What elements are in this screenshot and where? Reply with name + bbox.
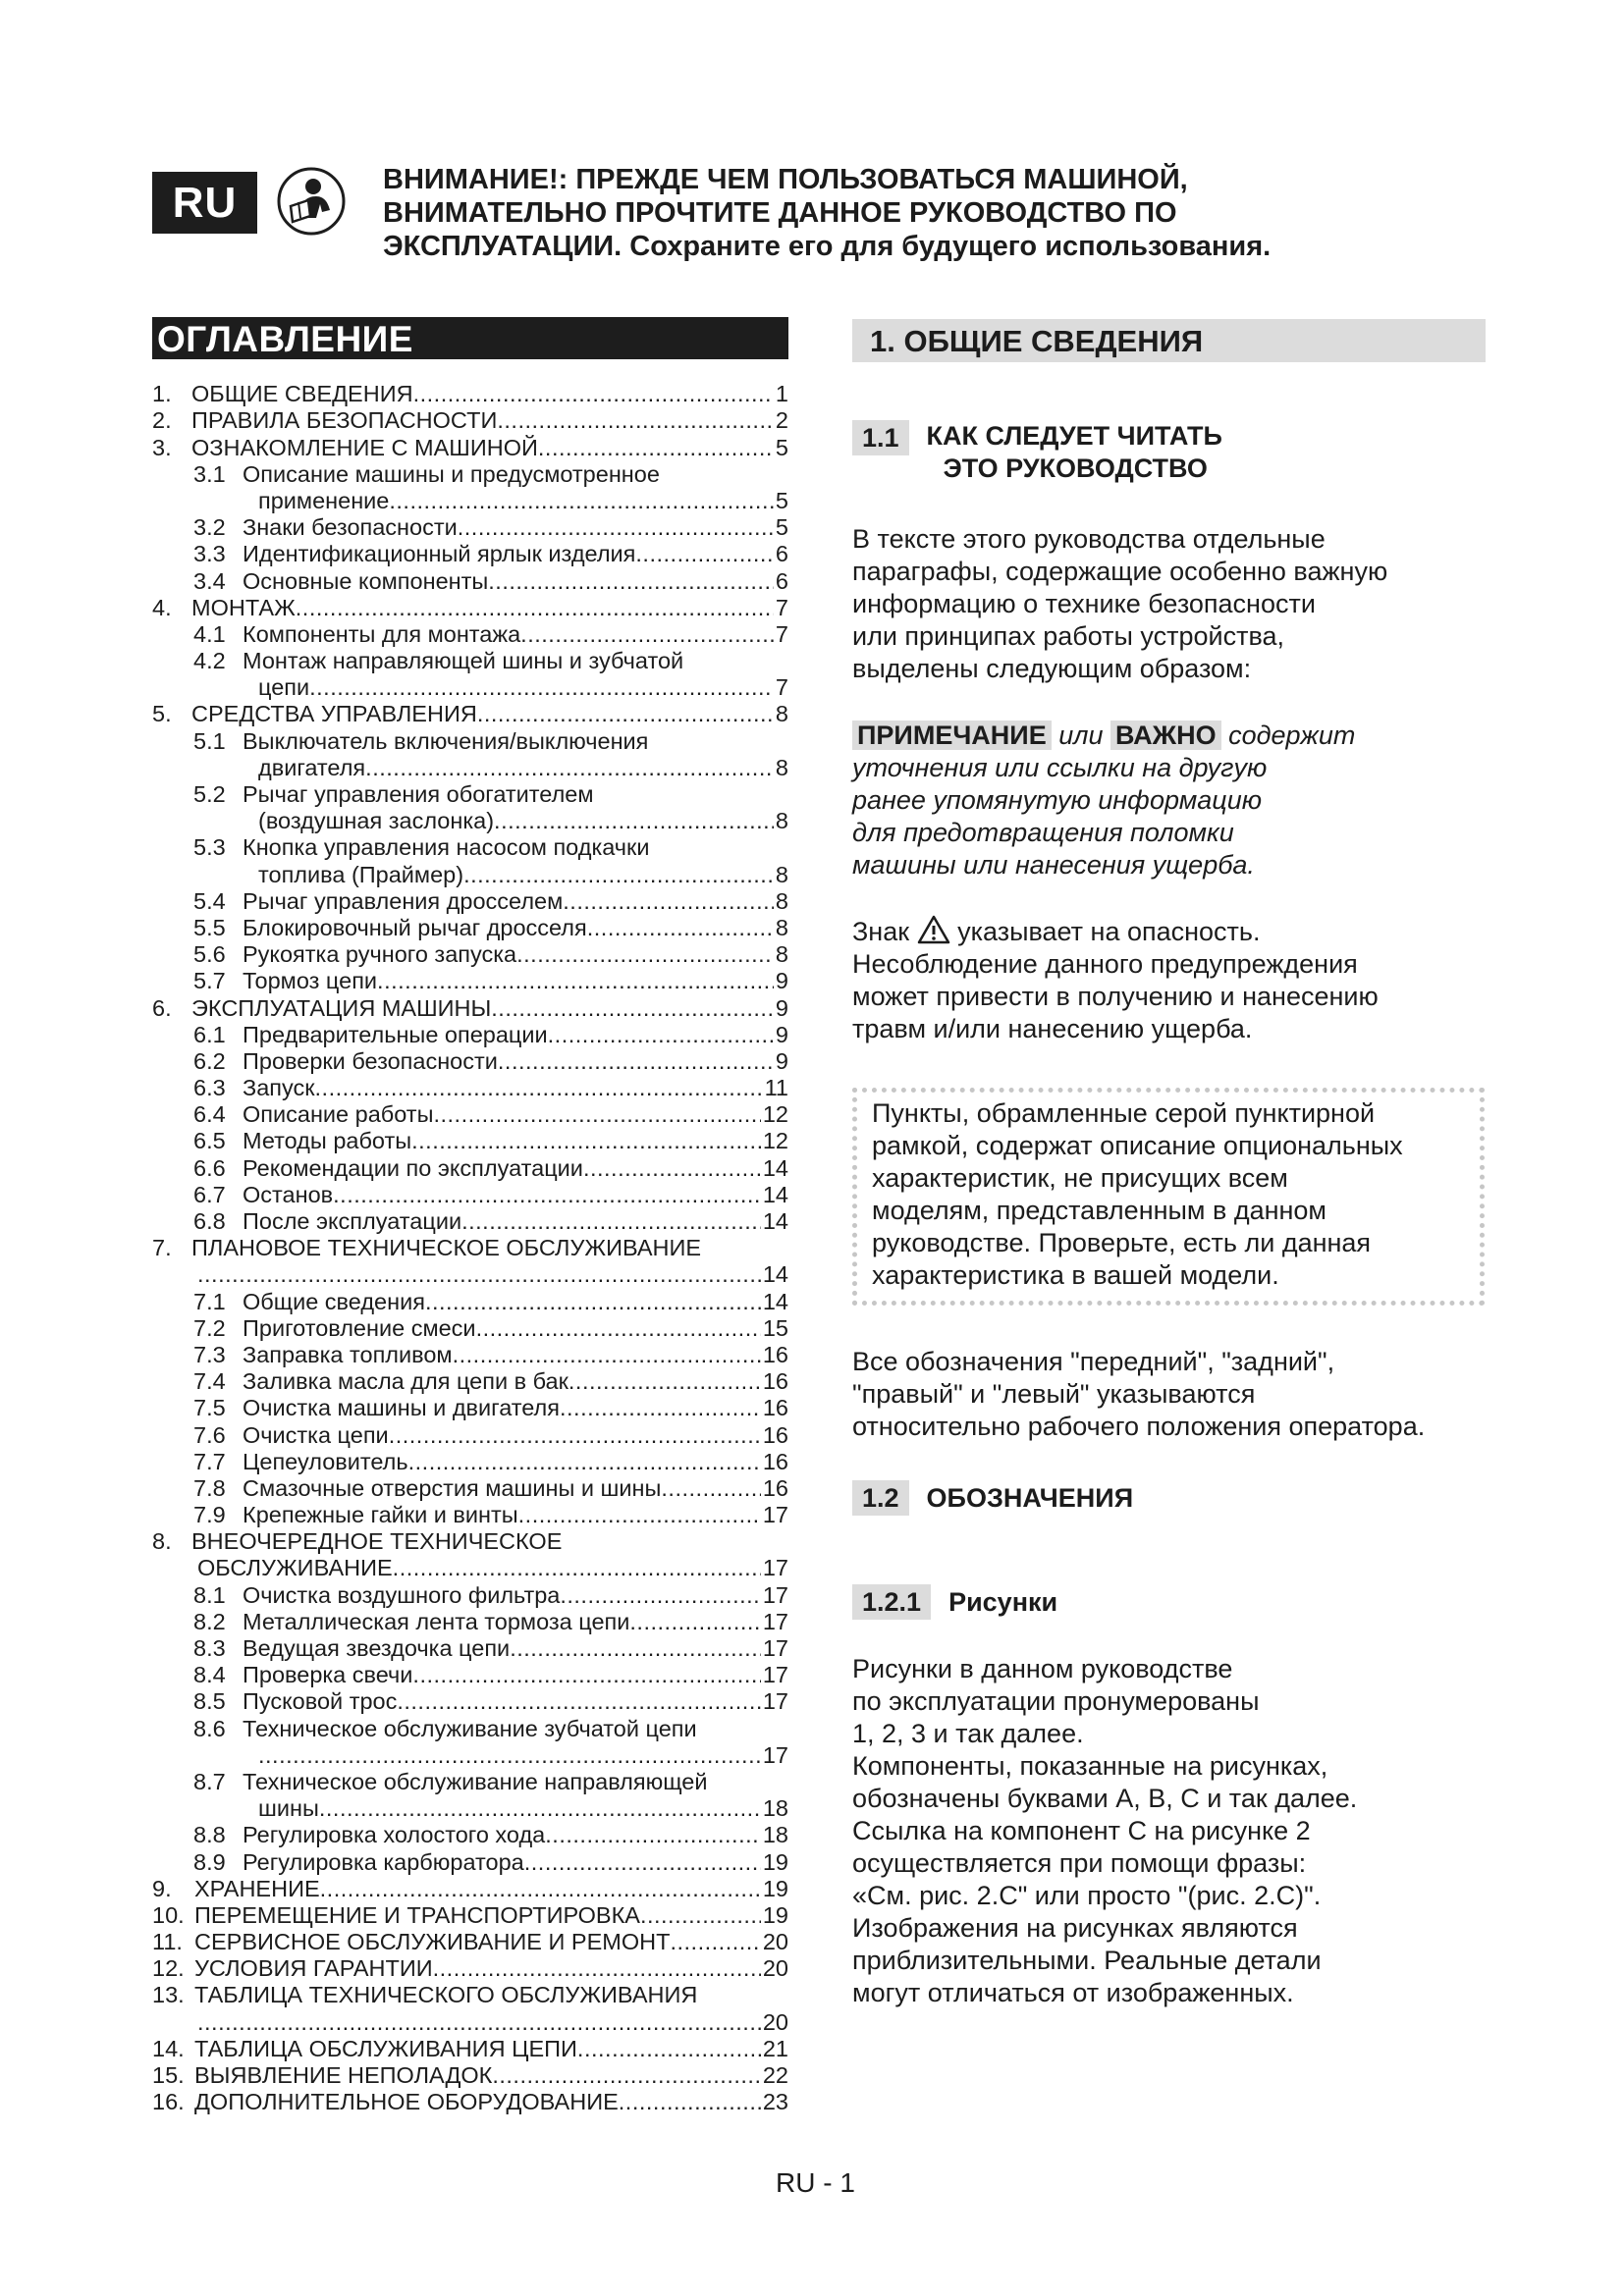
toc-entry[interactable]: 5.3 Кнопка управления насосом подкачки xyxy=(193,834,650,861)
toc-entry[interactable]: 6. ЭКСПЛУАТАЦИЯ МАШИНЫ ..... 9 xyxy=(152,994,788,1021)
read-manual-icon xyxy=(277,167,346,236)
toc-entry[interactable]: 11. СЕРВИСНОЕ ОБСЛУЖИВАНИЕ И РЕМОНТ ..... 20 xyxy=(152,1929,788,1955)
language-badge: RU xyxy=(152,172,257,234)
toc-entry[interactable]: 7.3 Заправка топливом ..... 16 xyxy=(152,1342,788,1368)
toc-entry[interactable]: 8.1 Очистка воздушного фильтра ..... 17 xyxy=(152,1581,788,1608)
text-line: осуществляется при помощи фразы: xyxy=(852,1848,1307,1878)
warning-line: ВНИМАТЕЛЬНО ПРОЧТИТЕ ДАННОЕ РУКОВОДСТВО ПО xyxy=(383,197,1177,229)
subsection-title: Рисунки xyxy=(948,1587,1058,1617)
important-tag: ВАЖНО xyxy=(1110,721,1221,750)
text-line: могут отличаться от изображенных. xyxy=(852,1978,1294,2007)
toc-entry[interactable]: 7.6 Очистка цепи ..... 16 xyxy=(152,1421,788,1448)
toc-entry[interactable]: 5.5 Блокировочный рычаг дросселя ..... 8 xyxy=(152,915,788,941)
toc-entry-continuation[interactable]: (воздушная заслонка) ..... 8 xyxy=(152,808,788,834)
toc-entry[interactable]: 6.6 Рекомендации по эксплуатации ..... 14 xyxy=(152,1154,788,1181)
toc-entry[interactable]: 7.8 Смазочные отверстия машины и шины ..... 16 xyxy=(152,1475,788,1502)
toc-entry[interactable]: 7.4 Заливка масла для цепи в бак ..... 16 xyxy=(152,1368,788,1395)
toc-entry[interactable]: 9. ХРАНЕНИЕ ..... 19 xyxy=(152,1876,788,1902)
toc-entry[interactable]: 8.3 Ведущая звездочка цепи ..... 17 xyxy=(152,1635,788,1662)
page-number: RU - 1 xyxy=(776,2167,855,2198)
warning-triangle-icon xyxy=(917,915,950,944)
toc-entry[interactable]: 6.7 Останов ..... 14 xyxy=(152,1182,788,1208)
text: или xyxy=(1058,721,1104,750)
text-line: Все обозначения "передний", "задний", xyxy=(852,1347,1335,1376)
subsection-1-1-heading xyxy=(852,420,1222,485)
subsection-title: КАК СЛЕДУЕТ ЧИТАТЬ xyxy=(926,421,1222,451)
section-title: 1. ОБЩИЕ СВЕДЕНИЯ xyxy=(852,319,1486,362)
text-line: характеристик, не присущих всем xyxy=(872,1163,1288,1193)
toc-entry[interactable]: 10. ПЕРЕМЕЩЕНИЕ И ТРАНСПОРТИРОВКА ..... 19 xyxy=(152,1902,788,1929)
orientation-paragraph xyxy=(852,1346,1490,1443)
toc-entry[interactable]: 13. ТАБЛИЦА ТЕХНИЧЕСКОГО ОБСЛУЖИВАНИЯ xyxy=(152,1982,698,2008)
text-line: 1, 2, 3 и так далее. xyxy=(852,1719,1084,1748)
text-line: машины или нанесения ущерба. xyxy=(852,850,1255,880)
toc-entry[interactable]: 8.8 Регулировка холостого хода ..... 18 xyxy=(152,1822,788,1848)
toc-entry[interactable]: 6.3 Запуск ..... 11 xyxy=(152,1075,788,1101)
subsection-number: 1.1 xyxy=(852,420,909,455)
text-line: Пункты, обрамленные серой пунктирной xyxy=(872,1098,1376,1128)
toc-entry[interactable]: 16. ДОПОЛНИТЕЛЬНОЕ ОБОРУДОВАНИЕ ..... 23 xyxy=(152,2089,788,2115)
toc-entry[interactable]: 8.2 Металлическая лента тормоза цепи ..... 17 xyxy=(152,1609,788,1635)
text-line: В тексте этого руководства отдельные xyxy=(852,524,1326,554)
table-of-contents xyxy=(152,381,788,2115)
toc-entry[interactable]: 8. ВНЕОЧЕРЕДНОЕ ТЕХНИЧЕСКОЕ xyxy=(152,1528,563,1555)
toc-entry[interactable]: 3.3 Идентификационный ярлык изделия ..... 6 xyxy=(152,541,788,567)
text-line: параграфы, содержащие особенно важную xyxy=(852,557,1388,586)
warning-line: ЭКСПЛУАТАЦИИ. Сохраните его для будущего использования. xyxy=(383,231,1272,262)
subsection-number: 1.2.1 xyxy=(852,1584,931,1620)
text-line: руководстве. Проверьте, есть ли данная xyxy=(872,1228,1372,1257)
toc-entry[interactable]: 8.6 Техническое обслуживание зубчатой цепи xyxy=(193,1715,697,1741)
text-line: может привести в получению и нанесению xyxy=(852,982,1379,1011)
toc-entry[interactable]: 2. ПРАВИЛА БЕЗОПАСНОСТИ ..... 2 xyxy=(152,407,788,434)
toc-entry[interactable]: 7.9 Крепежные гайки и винты ..... 17 xyxy=(152,1502,788,1528)
subsection-title: ОБОЗНАЧЕНИЯ xyxy=(926,1483,1134,1513)
optional-features-text xyxy=(872,1097,1403,1292)
toc-entry[interactable]: 7. ПЛАНОВОЕ ТЕХНИЧЕСКОЕ ОБСЛУЖИВАНИЕ xyxy=(152,1235,702,1261)
text-line: выделены следующим образом: xyxy=(852,654,1252,683)
text-line: «См. рис. 2.C" или просто "(рис. 2.C)". xyxy=(852,1881,1322,1910)
toc-entry[interactable]: 5.2 Рычаг управления обогатителем xyxy=(193,781,594,807)
toc-entry[interactable]: 15. ВЫЯВЛЕНИЕ НЕПОЛАДОК ..... 22 xyxy=(152,2062,788,2089)
toc-entry[interactable]: 6.5 Методы работы ..... 12 xyxy=(152,1128,788,1154)
text-line: или принципах работы устройства, xyxy=(852,621,1285,651)
toc-entry-continuation[interactable]: цепи ..... 7 xyxy=(152,674,788,701)
toc-entry-continuation[interactable]: двигателя ..... 8 xyxy=(152,755,788,781)
toc-entry[interactable]: 5.4 Рычаг управления дросселем ..... 8 xyxy=(152,888,788,915)
toc-entry[interactable]: 6.8 После эксплуатации ..... 14 xyxy=(152,1208,788,1235)
toc-entry-continuation[interactable]: ..... 17 xyxy=(152,1742,788,1769)
toc-entry[interactable]: 6.4 Описание работы ..... 12 xyxy=(152,1101,788,1128)
toc-entry[interactable]: 3.2 Знаки безопасности ..... 5 xyxy=(152,514,788,541)
toc-entry[interactable]: 8.9 Регулировка карбюратора ..... 19 xyxy=(152,1848,788,1875)
toc-title: ОГЛАВЛЕНИЕ xyxy=(152,317,788,359)
toc-entry[interactable]: 6.1 Предварительные операции ..... 9 xyxy=(152,1022,788,1048)
note-tag: ПРИМЕЧАНИЕ xyxy=(852,721,1052,750)
note-paragraph xyxy=(852,720,1461,881)
text: указывает на опасность. xyxy=(957,917,1261,946)
toc-entry[interactable]: 8.4 Проверка свечи ..... 17 xyxy=(152,1662,788,1688)
toc-entry-continuation[interactable]: шины ..... 18 xyxy=(152,1795,788,1822)
toc-entry[interactable]: 7.7 Цепеуловитель ..... 16 xyxy=(152,1449,788,1475)
text-line: относительно рабочего положения оператора. xyxy=(852,1412,1426,1441)
text-line: Рисунки в данном руководстве xyxy=(852,1654,1233,1683)
text-line: Ссылка на компонент C на рисунке 2 xyxy=(852,1816,1311,1845)
toc-entry[interactable]: 4.2 Монтаж направляющей шины и зубчатой xyxy=(193,648,684,674)
toc-entry[interactable]: 5.6 Рукоятка ручного запуска ..... 8 xyxy=(152,941,788,968)
toc-entry[interactable]: 3.1 Описание машины и предусмотренное xyxy=(193,460,660,487)
text-line: Несоблюдение данного предупреждения xyxy=(852,949,1358,979)
toc-entry[interactable]: 7.1 Общие сведения ..... 14 xyxy=(152,1288,788,1314)
toc-entry[interactable]: 12. УСЛОВИЯ ГАРАНТИИ ..... 20 xyxy=(152,1955,788,1982)
toc-entry[interactable]: 1. ОБЩИЕ СВЕДЕНИЯ ..... 1 xyxy=(152,381,788,407)
subsection-number: 1.2 xyxy=(852,1480,909,1516)
subsection-1-2-heading xyxy=(852,1480,1133,1517)
toc-entry[interactable]: 5.7 Тормоз цепи ..... 9 xyxy=(152,968,788,994)
toc-entry[interactable]: 7.5 Очистка машины и двигателя ..... 16 xyxy=(152,1395,788,1421)
toc-entry-continuation[interactable]: ..... 20 xyxy=(152,2008,788,2035)
toc-entry[interactable]: 4. МОНТАЖ ..... 7 xyxy=(152,595,788,621)
toc-entry[interactable]: 14. ТАБЛИЦА ОБСЛУЖИВАНИЯ ЦЕПИ ..... 21 xyxy=(152,2036,788,2062)
safety-warning xyxy=(383,163,1365,263)
text-line: моделям, представленным в данном xyxy=(872,1196,1326,1225)
toc-entry[interactable]: 6.2 Проверки безопасности ..... 9 xyxy=(152,1048,788,1075)
toc-entry[interactable]: 5.1 Выключатель включения/выключения xyxy=(193,727,649,754)
text-line: информацию о технике безопасности xyxy=(852,589,1316,618)
subsection-1-2-1-heading xyxy=(852,1584,1057,1621)
warning-line: ВНИМАНИЕ!: ПРЕЖДЕ ЧЕМ ПОЛЬЗОВАТЬСЯ МАШИНОЙ, xyxy=(383,164,1188,195)
text-line: для предотвращения поломки xyxy=(852,818,1234,847)
text-line: Компоненты, показанные на рисунках, xyxy=(852,1751,1328,1781)
text-line: характеристика в вашей модели. xyxy=(872,1260,1279,1290)
toc-entry[interactable]: 3. ОЗНАКОМЛЕНИЕ С МАШИНОЙ ..... 5 xyxy=(152,434,788,460)
text-line: обозначены буквами A, B, C и так далее. xyxy=(852,1784,1358,1813)
danger-paragraph xyxy=(852,915,1490,1045)
toc-entry[interactable]: 3.4 Основные компоненты ..... 6 xyxy=(152,567,788,594)
figures-paragraph xyxy=(852,1653,1490,2009)
text: Знак xyxy=(852,917,910,946)
toc-entry[interactable]: 4.1 Компоненты для монтажа ..... 7 xyxy=(152,621,788,648)
text-line: ранее упомянутую информацию xyxy=(852,785,1263,815)
text-line: травм и/или нанесению ущерба. xyxy=(852,1014,1253,1043)
toc-entry-continuation[interactable]: топлива (Праймер) ..... 8 xyxy=(152,861,788,887)
toc-entry[interactable]: 8.7 Техническое обслуживание направляющей xyxy=(193,1768,708,1794)
toc-entry-continuation[interactable]: применение ..... 5 xyxy=(152,488,788,514)
text-line: по эксплуатации пронумерованы xyxy=(852,1686,1260,1716)
toc-entry[interactable]: 5. СРЕДСТВА УПРАВЛЕНИЯ ..... 8 xyxy=(152,701,788,727)
intro-paragraph xyxy=(852,523,1490,685)
toc-entry-continuation[interactable]: ..... 14 xyxy=(152,1261,788,1288)
toc-entry[interactable]: 7.2 Приготовление смеси ..... 15 xyxy=(152,1315,788,1342)
text-line: Изображения на рисунках являются xyxy=(852,1913,1298,1943)
text-line: "правый" и "левый" указываются xyxy=(852,1379,1256,1409)
toc-entry-continuation[interactable]: ОБСЛУЖИВАНИЕ ..... 17 xyxy=(152,1555,788,1581)
text-line: рамкой, содержат описание опциональных xyxy=(872,1131,1403,1160)
text-line: уточнения или ссылки на другую xyxy=(852,753,1268,782)
text-line: приблизительными. Реальные детали xyxy=(852,1946,1322,1975)
toc-entry[interactable]: 8.5 Пусковой трос ..... 17 xyxy=(152,1688,788,1715)
subsection-title: ЭТО РУКОВОДСТВО xyxy=(943,454,1208,483)
text: содержит xyxy=(1228,721,1356,750)
